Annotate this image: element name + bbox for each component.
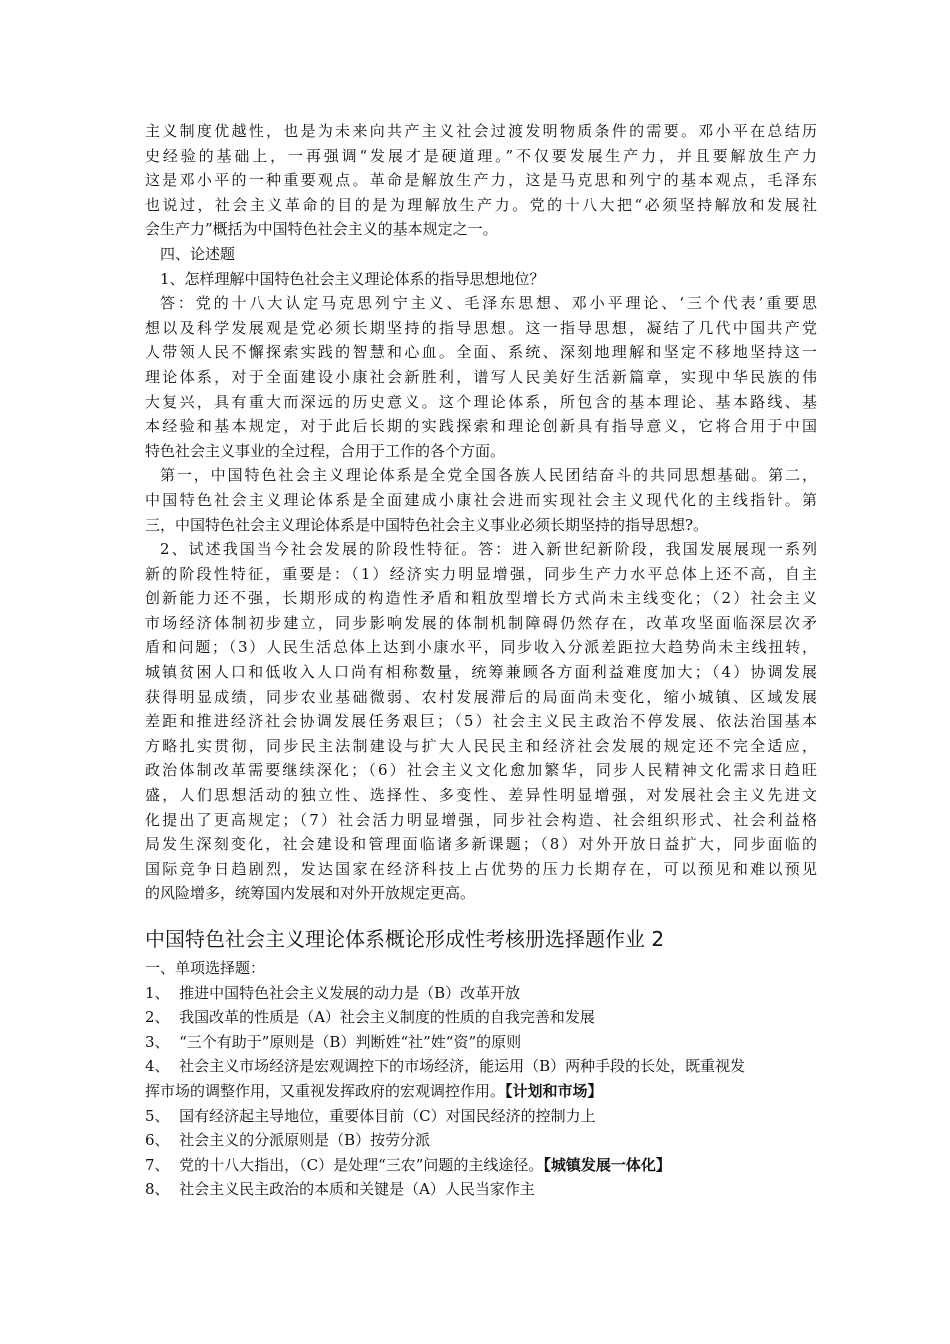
text-line: 这是邓小平的一种重要观点。革命是解放生产力，这是马克思和列宁的基本观点，毛泽东 (145, 171, 817, 190)
text-line: 方略扎实贯彻，同步民主法制建设与扩大人民民主和经济社会发展的规定还不完全适应， (145, 736, 817, 755)
item-number: 2、 (145, 1008, 170, 1027)
text-line: 史经验的基础上，一再强调“发展才是硬道理。”不仅要发展生产力，并且要解放生产力 (145, 146, 817, 165)
section-heading: 中国特色社会主义理论体系概论形成性考核册选择题作业 2 (145, 927, 665, 951)
text-line: 人带领人民不懈探索实践的智慧和心血。全面、系统、深刻地理解和坚定不移地坚持这一 (145, 343, 817, 362)
list-item (145, 1054, 817, 1079)
item-number: 1、 (145, 983, 170, 1002)
text-line: 国际竞争日趋剧烈，发达国家在经济科技上占优势的压力长期存在，可以预见和难以预见 (145, 859, 817, 878)
question-1: 1、怎样理解中国特色社会主义理论体系的指导思想地位？ (160, 269, 545, 288)
item-text: 我国改革的性质是（A）社会主义制度的性质的自我完善和发展 (179, 1008, 595, 1027)
text-line: 答：党的十八大认定马克思列宁主义、毛泽东思想、邓小平理论、‘三个代表’重要思 (160, 294, 817, 313)
text-line: 也说过，社会主义革命的目的是为理解放生产力。党的十八大把“必须坚持解放和发展社 (145, 195, 817, 214)
paragraph-liberate-productivity (145, 119, 817, 242)
text-line: 获得明显成绩，同步农业基础微弱、农村发展滞后的局面尚未变化，缩小城镇、区域发展 (145, 687, 817, 706)
list-item (145, 1104, 817, 1129)
section-title-single-choice: 一、单项选择题： (145, 959, 266, 977)
text-line: 差距和推进经济社会协调发展任务艰巨；（5）社会主义民主政治不停发展、依法治国基本 (145, 712, 817, 731)
list-item (145, 1030, 817, 1055)
text-line: 2、试述我国当今社会发展的阶段性特征。答：进入新世纪新阶段，我国发展展现一系列 (160, 540, 817, 559)
text-line: 盛，人们思想活动的独立性、选择性、多变性、差异性明显增强，对发展社会主义先进文 (145, 786, 817, 805)
text-line: 大复兴，具有重大而深远的历史意义。这个理论体系，所包含的基本理论、基本路线、基 (145, 392, 817, 411)
list-item (145, 1153, 817, 1178)
text-line: 三，中国特色社会主义理论体系是中国特色社会主义事业必须长期坚持的指导思想?。 (145, 515, 709, 534)
text-line: 第一，中国特色社会主义理论体系是全党全国各族人民团结奋斗的共同思想基础。第二， (160, 466, 817, 485)
item-answer-note: 【计划和市场】 (505, 1081, 603, 1100)
item-text: “三个有助于”原则是（B）判断姓“社”姓“资”的原则 (179, 1032, 522, 1051)
item-text: 社会主义民主政治的本质和关键是（A）人民当家作主 (179, 1180, 535, 1199)
item-number: 4、 (145, 1057, 170, 1076)
text-line: 化提出了更高规定；（7）社会活力明显增强，同步社会构造、社会组织形式、社会利益格 (145, 810, 817, 829)
item-number: 5、 (145, 1106, 170, 1125)
item-answer-note: 【城镇发展一体化】 (543, 1155, 671, 1174)
question-2-answer (145, 537, 817, 906)
text-line: 理论体系，对于全面建设小康社会新胜利，谱写人民美好生活新篇章，实现中华民族的伟 (145, 367, 817, 386)
item-text: 社会主义市场经济是宏观调控下的市场经济，能运用（B）两种手段的长处，既重视发 (179, 1057, 746, 1076)
text-line: 会生产力”概括为中国特色社会主义的基本规定之一。 (145, 220, 498, 239)
list-item (145, 1177, 817, 1202)
item-number: 3、 (145, 1032, 170, 1051)
item-number: 6、 (145, 1131, 170, 1150)
item-text: 国有经济起主导地位，重要体目前（C）对国民经济的控制力上 (179, 1106, 596, 1125)
text-line: 盾和问题；（3）人民生活总体上达到小康水平，同步收入分派差距拉大趋势尚未主线扭转， (145, 638, 817, 657)
list-item (145, 1005, 817, 1030)
text-line: 特色社会主义事业的全过程，合用于工作的各个方面。 (145, 441, 506, 460)
list-item (145, 981, 817, 1006)
item-text: 社会主义的分派原则是（B）按劳分派 (179, 1131, 431, 1150)
answer-1-points (145, 463, 817, 537)
text-line: 创新能力还不强，长期形成的构造性矛盾和粗放型增长方式尚未主线变化；（2）社会主义 (145, 589, 817, 608)
text-line: 市场经济体制初步建立，同步影响发展的体制机制障碍仍然存在，改革攻坚面临深层次矛 (145, 613, 817, 632)
text-line: 新的阶段性特征，重要是：（1）经济实力明显增强，同步生产力水平总体上还不高，自主 (145, 564, 817, 583)
text-line: 本经验和基本规定，对于此后长期的实践探索和理论创新具有指导意义，它将合用于中国 (145, 417, 817, 436)
answer-1 (145, 291, 817, 463)
item-text: 挥市场的调整作用，又重视发挥政府的宏观调控作用。 (145, 1081, 506, 1100)
list-item-continuation (145, 1079, 817, 1104)
text-line: 政治体制改革需要继续深化；（6）社会主义文化愈加繁华，同步人民精神文化需求日趋旺 (145, 761, 817, 780)
item-text: 推进中国特色社会主义发展的动力是（B）改革开放 (179, 983, 521, 1002)
document-page (145, 119, 817, 1202)
item-number: 8、 (145, 1180, 170, 1199)
section-title-essay: 四、论述题 (160, 244, 236, 263)
text-line: 的风险增多，统筹国内发展和对外开放规定更高。 (145, 884, 476, 903)
list-item (145, 1128, 817, 1153)
text-line: 城镇贫困人口和低收入人口尚有相称数量，统筹兼顾各方面利益难度加大；（4）协调发展 (145, 663, 817, 682)
text-line: 主义制度优越性，也是为未来向共产主义社会过渡发明物质条件的需要。邓小平在总结历 (145, 122, 817, 140)
text-line: 局发生深刻变化，社会建设和管理面临诸多新课题；（8）对外开放日益扩大，同步面临的 (145, 835, 817, 854)
text-line: 中国特色社会主义理论体系是全面建成小康社会进而实现社会主义现代化的主线指针。第 (145, 490, 817, 509)
text-line: 想以及科学发展观是党必须长期坚持的指导思想。这一指导思想，凝结了几代中国共产党 (145, 318, 817, 337)
item-number: 7、 (145, 1155, 170, 1174)
item-text: 党的十八大指出，（C）是处理“三农”问题的主线途径。 (179, 1155, 544, 1174)
